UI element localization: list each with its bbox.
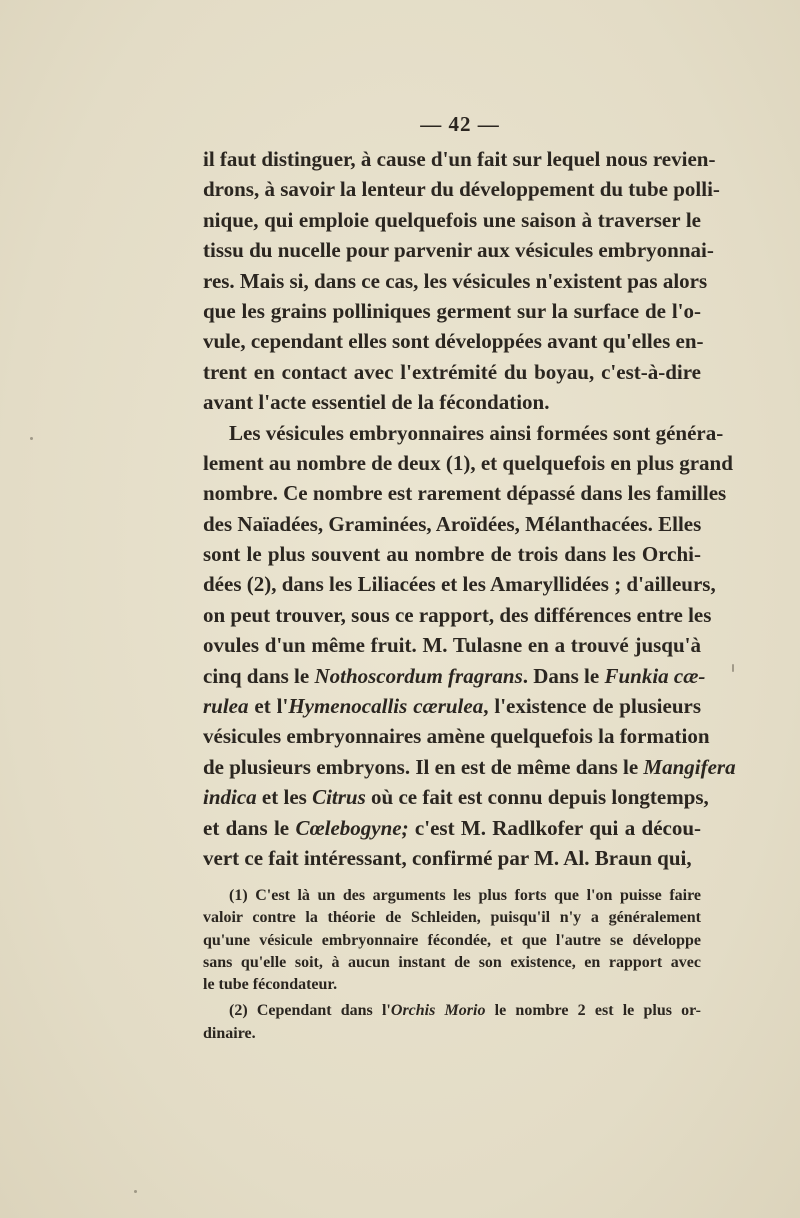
italic-term: Funkia cæ- (604, 663, 706, 688)
body-line: vert ce fait intéressant, confirmé par M. Al. Braun qui, (203, 845, 692, 870)
body-line: tissu du nucelle pour parvenir aux vésicules embryonnai- (203, 238, 714, 263)
body-line: ovules d'un même fruit. M. Tulasne en a trouvé jusqu'à (203, 633, 701, 658)
body-line: avant l'acte essentiel de la fécondation. (203, 390, 550, 415)
body-line: vésicules embryonnaires amène quelquefois la formation (203, 724, 710, 749)
text-run: et dans le (203, 815, 296, 840)
text-run: . Dans le (522, 663, 605, 688)
body-line (203, 661, 706, 691)
main-text (203, 144, 736, 873)
body-line: res. Mais si, dans ce cas, les vésicules n'existent pas alors (203, 268, 708, 293)
body-line: nique, qui emploie quelquefois une saison à traverser le (203, 207, 701, 232)
italic-term: indica (203, 785, 257, 810)
text-run: c'est M. Radlkofer qui a décou- (408, 815, 702, 840)
text-run: où ce fait est connu depuis longtemps, (365, 785, 709, 810)
italic-term: Hymenocallis cærulea (288, 694, 484, 719)
italic-term: rulea (203, 694, 249, 719)
text-run: , l'existence de plusieurs (483, 694, 701, 719)
footnote-line: (1) C'est là un des arguments les plus forts que l'on puisse faire (229, 887, 701, 904)
footnote-line: valoir contre la théorie de Schleiden, puisqu'il n'y a généralement (203, 909, 701, 927)
body-line: vule, cependant elles sont développées avant qu'elles en- (203, 329, 704, 354)
footnote-line (203, 1000, 701, 1022)
italic-term: Cœlebogyne; (295, 815, 409, 840)
italic-term: Orchis Morio (390, 1002, 486, 1020)
italic-term: Nothoscordum fragrans (314, 663, 523, 688)
body-line: sont le plus souvent au nombre de trois dans les Orchi- (203, 542, 701, 567)
text-run: cinq dans le (203, 663, 315, 688)
body-line: des Naïadées, Graminées, Aroïdées, Mélanthacées. Elles (203, 511, 702, 536)
text-run: de plusieurs embryons. Il en est de même dans le (203, 754, 644, 779)
text-run: (2) Cependant dans l' (229, 1002, 391, 1020)
footnote-line: qu'une vésicule embryonnaire fécondée, et que l'autre se développe (203, 931, 701, 949)
body-line: trent en contact avec l'extrémité du boyau, c'est-à-dire (203, 359, 701, 384)
body-line (203, 782, 709, 812)
body-line: Les vésicules embryonnaires ainsi formées sont généra- (229, 420, 724, 445)
footnotes (203, 885, 701, 1045)
page-number: — 42 — (420, 112, 500, 136)
footnote-line: le tube fécondateur. (203, 976, 338, 994)
footnote-line: sans qu'elle soit, à aucun instant de son existence, en rapport avec (203, 953, 701, 971)
text-run: et les (256, 785, 313, 810)
body-line (203, 691, 701, 721)
body-line (203, 752, 736, 782)
body-line: il faut distinguer, à cause d'un fait sur lequel nous revien- (203, 147, 716, 171)
body-line: dées (2), dans les Liliacées et les Amaryllidées ; d'ailleurs, (203, 572, 716, 597)
body-line: on peut trouver, sous ce rapport, des différences entre les (203, 602, 712, 627)
italic-term: Mangifera (643, 754, 736, 779)
text-run: le nombre 2 est le plus or- (485, 1002, 702, 1020)
body-line (203, 813, 701, 843)
body-line: drons, à savoir la lenteur du développement du tube polli- (203, 177, 720, 202)
italic-term: Citrus (312, 785, 366, 810)
body-line: que les grains polliniques germent sur la surface de l'o- (203, 298, 701, 323)
text-run: et l' (248, 694, 289, 719)
body-line: lement au nombre de deux (1), et quelquefois en plus grand (203, 450, 733, 475)
footnote-line: dinaire. (203, 1024, 256, 1042)
body-line: nombre. Ce nombre est rarement dépassé dans les familles (203, 481, 727, 506)
